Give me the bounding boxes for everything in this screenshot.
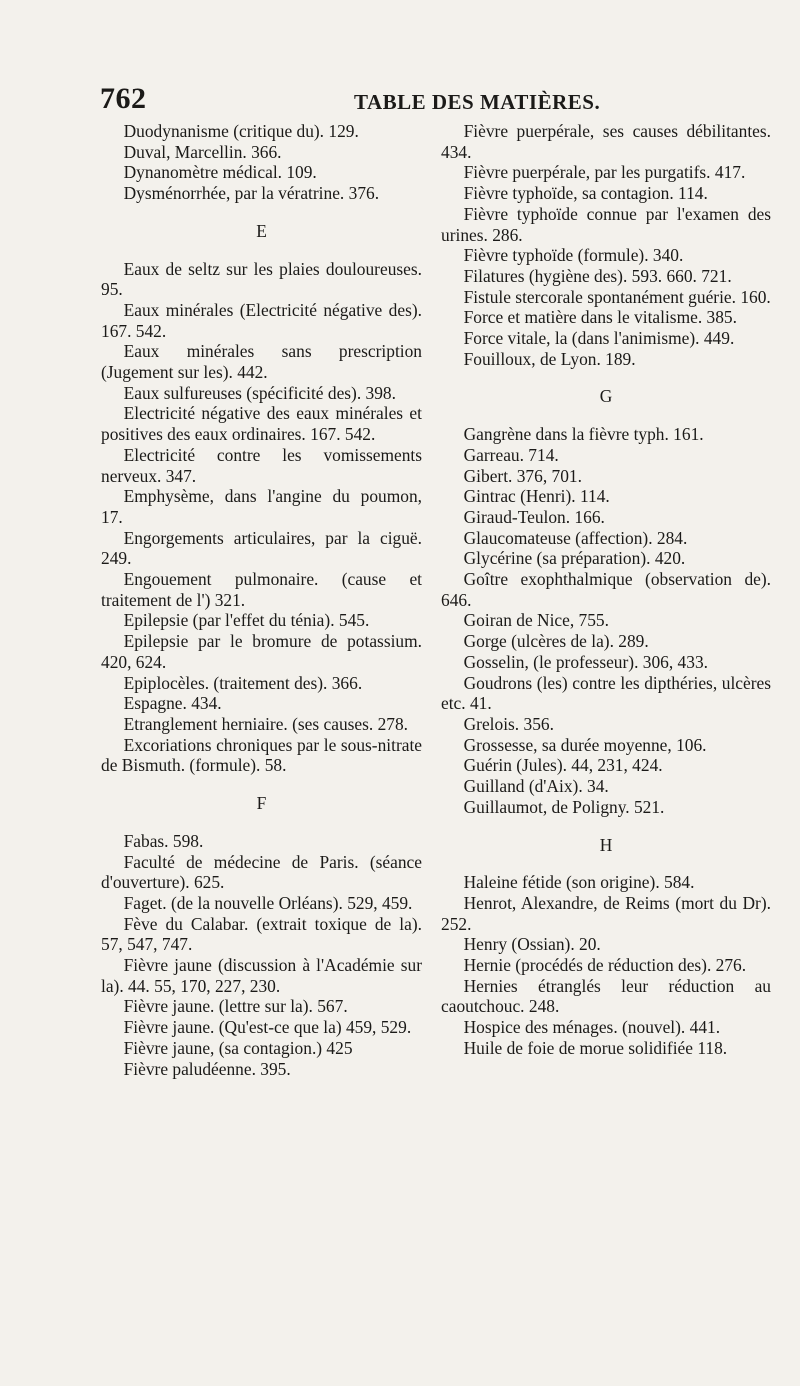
- index-entry: Gorge (ulcères de la). 289.: [463, 631, 649, 652]
- index-entry: Henry (Ossian). 20.: [463, 934, 601, 955]
- index-entry: Guillaumot, de Poligny. 521.: [463, 796, 665, 817]
- index-entry: Duodynanisme (critique du). 129.: [123, 121, 359, 141]
- index-entry: Fièvre jaune, (sa contagion.) 425: [123, 1037, 353, 1058]
- index-entry: Gangrène dans la fièvre typh. 161.: [463, 424, 704, 445]
- section-letter-f: F: [256, 793, 267, 814]
- index-entry: Filatures (hygiène des). 593. 660. 721.: [463, 265, 732, 286]
- index-entry: Guérin (Jules). 44, 231, 424.: [463, 755, 663, 776]
- index-entry: Gintrac (Henri). 114.: [463, 486, 610, 507]
- index-entry: Fève du Calabar. (extrait toxique de la). 57, 547, 747.: [101, 913, 422, 955]
- index-entry: Henrot, Alexandre, de Reims (mort du Dr). 252.: [441, 892, 771, 934]
- section-letter-e: E: [256, 220, 267, 241]
- index-entry: Grossesse, sa durée moyenne, 106.: [463, 734, 707, 755]
- index-entry: Huile de foie de morue solidifiée 118.: [463, 1037, 728, 1058]
- section-letter-h: H: [599, 834, 613, 855]
- index-entry: Eaux de seltz sur les plaies douloureuses. 95.: [101, 258, 422, 300]
- index-entry: Duval, Marcellin. 366.: [123, 141, 282, 162]
- index-entry: Garreau. 714.: [463, 444, 559, 465]
- page-header: [100, 82, 760, 122]
- index-entry: Grelois. 356.: [463, 713, 554, 734]
- index-entry: Fièvre puerpérale, par les purgatifs. 417.: [463, 162, 746, 183]
- index-entry: Eaux minérales sans prescription (Jugement sur les). 442.: [101, 341, 422, 383]
- index-entry: Etranglement herniaire. (ses causes. 278.: [123, 713, 409, 734]
- section-letter-g: G: [599, 386, 613, 407]
- index-entry: Fièvre jaune. (lettre sur la). 567.: [123, 996, 348, 1017]
- index-entry: Espagne. 434.: [123, 693, 222, 714]
- index-entry: Haleine fétide (son origine). 584.: [463, 872, 695, 893]
- index-entry: Faget. (de la nouvelle Orléans). 529, 459.: [123, 892, 413, 913]
- index-entry: Gibert. 376, 701.: [463, 465, 582, 486]
- index-entry: Fièvre paludéenne. 395.: [123, 1058, 291, 1079]
- index-entry: Giraud-Teulon. 166.: [463, 506, 605, 527]
- index-entry: Electricité contre les vomissements nerveux. 347.: [101, 444, 422, 486]
- index-entry: Glaucomateuse (affection). 284.: [463, 527, 688, 548]
- index-entry: Engorgements articulaires, par la ciguë. 249.: [101, 527, 422, 569]
- index-entry: Hernie (procédés de réduction des). 276.: [463, 955, 747, 976]
- index-entry: Hernies étranglés leur réduction au caoutchouc. 248.: [441, 975, 771, 1017]
- index-entry: Fièvre typhoïde connue par l'examen des urines. 286.: [441, 203, 771, 245]
- index-entry: Force et matière dans le vitalisme. 385.: [463, 307, 737, 328]
- index-entry: Fièvre puerpérale, ses causes débilitantes. 434.: [441, 121, 771, 162]
- index-entry: Fièvre typhoïde (formule). 340.: [463, 245, 684, 266]
- index-entry: Fièvre jaune (discussion à l'Académie sur la). 44. 55, 170, 227, 230.: [101, 955, 422, 996]
- index-entry: Emphysème, dans l'angine du poumon, 17.: [101, 486, 422, 527]
- index-entry: Excoriations chroniques par le sous-nitrate de Bismuth. (formule). 58.: [101, 734, 422, 776]
- index-entry: Dynanomètre médical. 109.: [123, 162, 317, 183]
- index-entry: Fièvre typhoïde, sa contagion. 114.: [463, 183, 708, 204]
- index-entry: Eaux sulfureuses (spécificité des). 398.: [123, 382, 396, 403]
- index-entry: Force vitale, la (dans l'animisme). 449.: [463, 328, 735, 349]
- index-entry: Engouement pulmonaire. (cause et traitement de l') 321.: [101, 569, 422, 610]
- index-entry: Eaux minérales (Electricité négative des). 167. 542.: [101, 299, 422, 341]
- left-column: [101, 121, 422, 1079]
- index-entry: Fabas. 598.: [123, 830, 204, 851]
- index-entry: Goiran de Nice, 755.: [463, 610, 609, 631]
- index-entry: Goudrons (les) contre les dipthéries, ulcères etc. 41.: [441, 672, 771, 714]
- page-number: 762: [100, 82, 147, 115]
- index-entry: Goître exophthalmique (observation de). 646.: [441, 569, 771, 610]
- index-entry: Fouilloux, de Lyon. 189.: [463, 348, 636, 369]
- index-entry: Epilepsie (par l'effet du ténia). 545.: [123, 610, 370, 631]
- index-entry: Epiplocèles. (traitement des). 366.: [123, 672, 363, 693]
- right-column: [441, 121, 771, 1059]
- index-entry: Dysménorrhée, par la vératrine. 376.: [123, 183, 380, 204]
- running-title: TABLE DES MATIÈRES.: [354, 90, 601, 114]
- index-entry: Hospice des ménages. (nouvel). 441.: [463, 1017, 721, 1038]
- index-entry: Gosselin, (le professeur). 306, 433.: [463, 651, 708, 672]
- index-entry: Faculté de médecine de Paris. (séance d'ouverture). 625.: [101, 851, 422, 893]
- index-entry: Electricité négative des eaux minérales et positives des eaux ordinaires. 167. 542.: [101, 403, 422, 445]
- index-entry: Fistule stercorale spontanément guérie. 160.: [463, 286, 771, 307]
- index-entry: Epilepsie par le bromure de potassium. 420, 624.: [101, 631, 422, 672]
- index-entry: Guilland (d'Aix). 34.: [463, 776, 609, 797]
- index-entry: Glycérine (sa préparation). 420.: [463, 548, 686, 569]
- index-entry: Fièvre jaune. (Qu'est-ce que la) 459, 529.: [123, 1017, 412, 1038]
